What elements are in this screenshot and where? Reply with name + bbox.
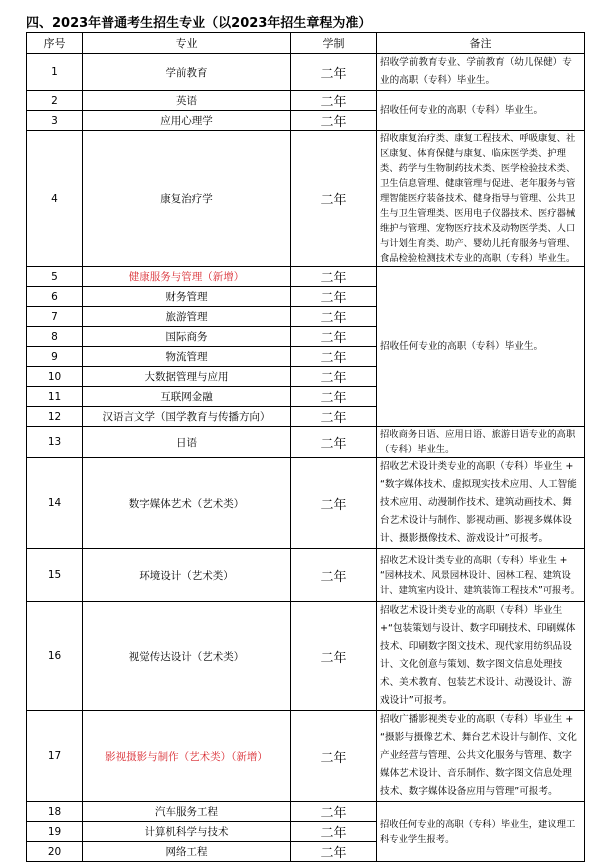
row-duration: 二年 (291, 91, 377, 111)
row-major: 计算机科学与技术 (83, 822, 291, 842)
row-no: 17 (27, 711, 83, 802)
row-duration: 二年 (291, 407, 377, 427)
row-no: 19 (27, 822, 83, 842)
row-major: 大数据管理与应用 (83, 367, 291, 387)
row-no: 1 (27, 54, 83, 91)
row-duration: 二年 (291, 54, 377, 91)
row-major-new: 健康服务与管理（新增） (83, 267, 291, 287)
row-duration: 二年 (291, 367, 377, 387)
row-major: 网络工程 (83, 842, 291, 862)
row-major: 互联网金融 (83, 387, 291, 407)
row-duration: 二年 (291, 822, 377, 842)
row-major: 物流管理 (83, 347, 291, 367)
row-duration: 二年 (291, 711, 377, 802)
row-major: 国际商务 (83, 327, 291, 347)
row-duration: 二年 (291, 458, 377, 549)
row-major: 视觉传达设计（艺术类） (83, 602, 291, 711)
header-notes: 备注 (377, 33, 585, 54)
row-duration: 二年 (291, 387, 377, 407)
table-row (27, 267, 585, 287)
table-row (27, 54, 585, 91)
row-duration: 二年 (291, 427, 377, 458)
row-note: 招收任何专业的高职（专科）毕业生，建议理工科专业学生报考。 (377, 802, 585, 862)
row-major: 财务管理 (83, 287, 291, 307)
header-duration: 学制 (291, 33, 377, 54)
row-no: 9 (27, 347, 83, 367)
row-no: 15 (27, 549, 83, 602)
row-no: 14 (27, 458, 83, 549)
row-duration: 二年 (291, 602, 377, 711)
row-note: 招收艺术设计类专业的高职（专科）毕业生 + “园林技术、风景园林设计、园林工程、建筑设计、建筑室内设计、建筑装饰工程技术”可报考。 (377, 549, 585, 602)
row-duration: 二年 (291, 842, 377, 862)
row-no: 20 (27, 842, 83, 862)
table-row (27, 549, 585, 602)
row-duration: 二年 (291, 287, 377, 307)
row-note: 招收任何专业的高职（专科）毕业生。 (377, 267, 585, 427)
table-row (27, 602, 585, 711)
table-row (27, 91, 585, 111)
row-no: 2 (27, 91, 83, 111)
table-row (27, 131, 585, 267)
row-no: 3 (27, 111, 83, 131)
table-row (27, 427, 585, 458)
row-no: 13 (27, 427, 83, 458)
row-note: 招收艺术设计类专业的高职（专科）毕业生 + “数字媒体技术、虚拟现实技术应用、人工智能技术应用、动漫制作技术、建筑动画技术、舞台艺术设计与制作、影视动画、影视多媒体设计、摄影摄像技术、游戏设计”可报考。 (377, 458, 585, 549)
row-note: 招收任何专业的高职（专科）毕业生。 (377, 91, 585, 131)
table-row (27, 458, 585, 549)
row-duration: 二年 (291, 307, 377, 327)
row-note: 招收学前教育专业、学前教育（幼儿保健）专业的高职（专科）毕业生。 (377, 54, 585, 91)
row-no: 4 (27, 131, 83, 267)
row-major: 汉语言文学（国学教育与传播方向） (83, 407, 291, 427)
row-major: 汽车服务工程 (83, 802, 291, 822)
row-no: 12 (27, 407, 83, 427)
row-major: 康复治疗学 (83, 131, 291, 267)
header-major: 专业 (83, 33, 291, 54)
row-major: 旅游管理 (83, 307, 291, 327)
header-no: 序号 (27, 33, 83, 54)
row-no: 18 (27, 802, 83, 822)
row-major: 英语 (83, 91, 291, 111)
row-duration: 二年 (291, 327, 377, 347)
row-note: 招收广播影视类专业的高职（专科）毕业生 + “摄影与摄像艺术、舞台艺术设计与制作、文化产业经营与管理、公共文化服务与管理、数字媒体艺术设计、音乐制作、数字图文信息处理技术、数字媒体设备应用与管理”可报考。 (377, 711, 585, 802)
row-no: 5 (27, 267, 83, 287)
row-no: 6 (27, 287, 83, 307)
row-duration: 二年 (291, 347, 377, 367)
row-note: 招收艺术设计类专业的高职（专科）毕业生+“包装策划与设计、数字印刷技术、印刷媒体技术、印刷数字图文技术、现代家用纺织品设计、文化创意与策划、数字图文信息处理技术、美术教育、包装艺术设计、动漫设计、游戏设计”可报考。 (377, 602, 585, 711)
row-no: 8 (27, 327, 83, 347)
majors-table (26, 32, 585, 862)
row-major: 应用心理学 (83, 111, 291, 131)
row-duration: 二年 (291, 267, 377, 287)
row-major: 日语 (83, 427, 291, 458)
row-duration: 二年 (291, 111, 377, 131)
row-note: 招收康复治疗类、康复工程技术、呼吸康复、社区康复、体育保健与康复、临床医学类、护理类、药学与生物制药技术类、医学检验技术类、卫生信息管理、健康管理与促进、老年服务与管理智能医疗装备技术、健身指导与管理、公共卫生与卫生管理类、医用电子仪器技术、医疗器械维护与管理、宠物医疗技术及动物医学类、人口与计划生育类、助产、婴幼儿托育服务与管理、食品检验检测技术专业的高职（专科）毕业生。 (377, 131, 585, 267)
table-row (27, 802, 585, 822)
row-no: 7 (27, 307, 83, 327)
table-header-row (27, 33, 585, 54)
row-duration: 二年 (291, 802, 377, 822)
row-no: 10 (27, 367, 83, 387)
row-major: 数字媒体艺术（艺术类） (83, 458, 291, 549)
row-duration: 二年 (291, 549, 377, 602)
row-no: 11 (27, 387, 83, 407)
row-major: 学前教育 (83, 54, 291, 91)
row-note: 招收商务日语、应用日语、旅游日语专业的高职（专科）毕业生。 (377, 427, 585, 458)
table-row (27, 711, 585, 802)
row-no: 16 (27, 602, 83, 711)
page-title: 四、2023年普通考生招生专业（以2023年招生章程为准） (26, 16, 372, 31)
row-major-new: 影视摄影与制作（艺术类）（新增） (83, 711, 291, 802)
row-duration: 二年 (291, 131, 377, 267)
row-major: 环境设计（艺术类） (83, 549, 291, 602)
